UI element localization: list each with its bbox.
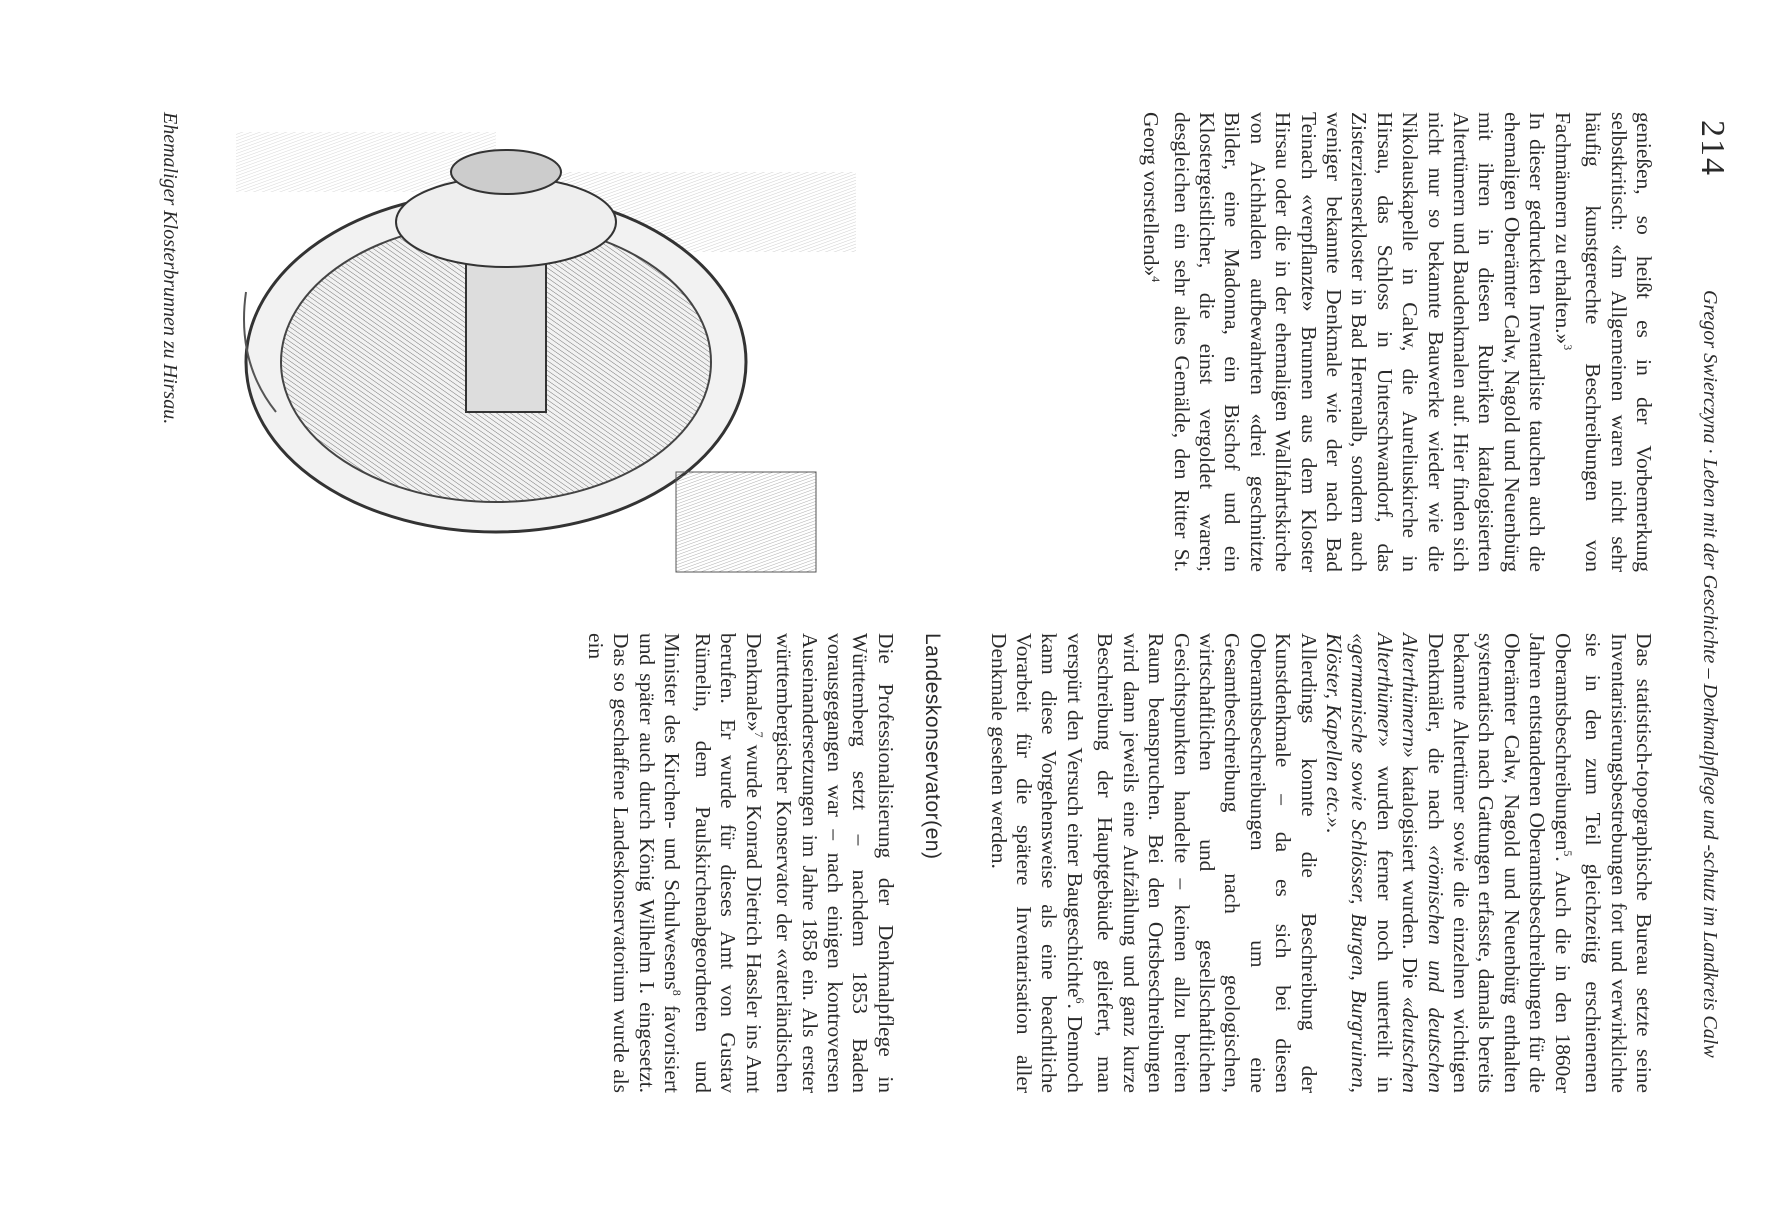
- fountain-illustration: [216, 112, 876, 582]
- right-column: [583, 633, 1656, 1093]
- paragraph: Das statistisch-topographische Bureau setzte seine Inventarisierungsbestrebungen fort und verwirklichte sie in den zum Teil gleichzeitig erschienenen Oberamtsbeschreibungen$^5$. Auch die in den 1860er Jahren entstandenen Oberamtsbeschreibungen für die Oberämter Calw, Nagold und Neuenbürg enthalten systematisch nach Gattungen erfasste, damals bereits bekannte Altertümer sowie die einzelnen wichtigen Denkmäler, die nach «römischen und deutschen Alterthümern» katalogisiert wurden. Die «deutschen Alterthümer» wurden ferner noch unterteilt in «germanische sowie Schlösser, Burgen, Burgruinen, Klöster, Kapellen etc.».: [1322, 633, 1656, 1093]
- running-title: Gregor Swierczyna · Leben mit der Geschichte – Denkmalpflege und -schutz im Landkreis Calw: [1699, 290, 1721, 1058]
- left-column: [1138, 112, 1656, 572]
- fountain-engraving-icon: [216, 112, 876, 582]
- paragraph: In dieser gedruckten Inventarliste tauchen auch die ehemaligen Oberämter Calw, Nagold und Neuenbürg mit ihren in diesen Rubriken katalogisierten Altertümern und Baudenkmalen auf. Hier finden sich nicht nur so bekannte Bauwerke wieder wie die Nikolauskapelle in Calw, die Aureliuskirche in Hirsau, das Schloss in Unterschwandorf, das Zisterzienserkloster in Bad Herrenalb, sondern auch weniger bekannte Denkmale wie der nach Bad Teinach «verpflanzte» Brunnen aus dem Kloster Hirsau oder die in der ehemaligen Wallfahrtskirche von Aichhalden aufbewahrten «drei geschnitzte Bilder, eine Madonna, ein Bischof und ein Klostergeistlicher, die einst vergoldet waren; desgleichen ein sehr altes Gemälde, den Ritter St. Georg vorstellend»$^4$: [1139, 112, 1550, 572]
- figure-caption: Ehemaliger Klosterbrunnen zu Hirsau.: [159, 112, 181, 425]
- running-head: [1671, 120, 1731, 1120]
- page-number: 214: [1694, 120, 1731, 177]
- paragraph: genießen, so heißt es in der Vorbemerkung selbstkritisch: «Im Allgemeinen waren nicht sehr häufig kunstgerechte Beschreibungen von Fachmännern zu erhalten.»$^3$: [1550, 112, 1656, 572]
- paragraph: Die Professionalisierung der Denkmalpflege in Württemberg setzt – nachdem 1853 Baden vorausgegangen war – nach einigen kontroversen Auseinandersetzungen im Jahre 1858 ein. Als erster württembergischer Konservator der «vaterländischen Denkmale»$^7$ wurde Konrad Dietrich Hassler ins Amt berufen. Er wurde für dieses Amt von Gustav Rümelin, dem Paulskirchenabgeordneten und Minister des Kirchen- und Schulwesens$^8$ favorisiert und später auch durch König Wilhelm I. eingesetzt. Das so geschaffene Landeskonservatorium wurde als ein: [584, 633, 898, 1093]
- paragraph: Allerdings konnte die Beschreibung der Kunstdenkmale – da es sich bei diesen Oberamtsbeschreibungen um eine Gesamtbeschreibung nach geologischen, wirtschaftlichen und gesellschaftlichen Gesichtspunkten handelte – keinen allzu breiten Raum beanspruchen. Bei den Ortsbeschreibungen wird dann jeweils eine Aufzählung und ganz kurze Beschreibung der Hauptgebäude geliefert, man verspürt den Versuch einer Baugeschichte$^6$. Dennoch kann diese Vorgehensweise als eine beachtliche Vorarbeit für die spätere Inventarisation aller Denkmale gesehen werden.: [986, 633, 1321, 1093]
- section-heading: Landeskonservator(en): [921, 633, 945, 860]
